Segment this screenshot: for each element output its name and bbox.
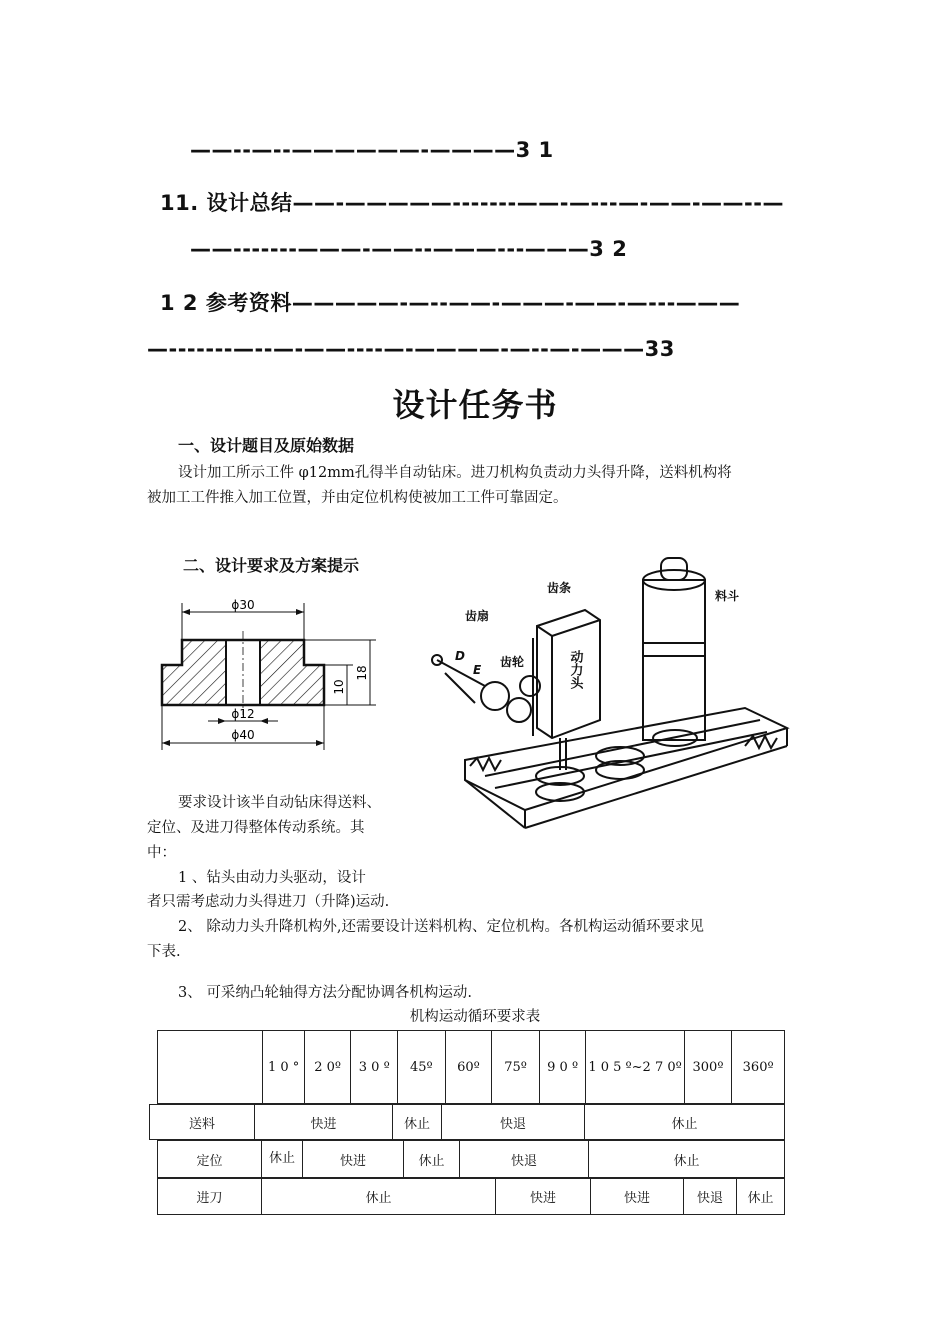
header-empty-cell	[158, 1031, 263, 1104]
row-drill-cell: 快进	[496, 1179, 591, 1215]
angle-90: 9 0 º	[539, 1031, 586, 1104]
row-locate-cell: 休止	[262, 1141, 303, 1178]
workpiece-drawing	[148, 595, 388, 760]
angle-105-270: 1 0 5 º~2 7 0º	[586, 1031, 684, 1104]
item3: 3、 可采纳凸轮轴得方法分配协调各机构运动.	[178, 985, 472, 1001]
row-locate-cell: 休止	[404, 1141, 460, 1178]
section2-heading: 二、设计要求及方案提示	[183, 556, 360, 575]
label-power-head: 动力头	[567, 650, 583, 689]
angle-10: 1 0 °	[263, 1031, 305, 1104]
dim-phi12: ϕ12	[231, 707, 255, 721]
row-feed-label: 送料	[150, 1105, 255, 1140]
row-drill-cell: 休止	[262, 1179, 496, 1215]
label-gear: 齿轮	[500, 655, 525, 669]
angle-45: 45º	[398, 1031, 446, 1104]
label-e: E	[473, 663, 482, 677]
toc-line-4: 1 2 参考资料—————-—--——-———-——-—---———	[160, 291, 741, 315]
section1-heading: 一、设计题目及原始数据	[178, 436, 355, 455]
cycle-table-row-drill	[157, 1178, 785, 1215]
section1-para-line1: 设计加工所示工件 φ12mm孔得半自动钻床。进刀机构负责动力头得升降，送料机构将	[178, 465, 732, 481]
item2-line2: 下表.	[147, 944, 181, 960]
toc-line-5: —-------—--—-——----—-————-—--—-———33	[147, 337, 675, 361]
drilling-machine-drawing	[415, 548, 795, 858]
document-title: 设计任务书	[392, 386, 558, 424]
row-feed-cell: 快进	[255, 1105, 393, 1140]
dim-phi30: ϕ30	[231, 598, 255, 612]
section2-intro-line3: 中：	[147, 845, 176, 861]
row-locate-cell: 快退	[460, 1141, 589, 1178]
label-d: D	[455, 649, 465, 663]
cycle-table-header	[157, 1030, 785, 1104]
row-drill-cell: 快退	[684, 1179, 737, 1215]
item2-line1: 2、 除动力头升降机构外,还需要设计送料机构、定位机构。各机构运动循环要求见	[178, 919, 704, 935]
dim-phi40: ϕ40	[231, 728, 255, 742]
cycle-table-row-locate	[157, 1140, 785, 1178]
toc-line-1: ——--—--——————-————3 1	[190, 138, 554, 162]
cycle-table-row-feed	[149, 1104, 785, 1140]
section2-intro-line2: 定位、及进刀得整体传动系统。其	[147, 820, 365, 836]
row-feed-cell: 休止	[393, 1105, 442, 1140]
item1-line1: 1 、钻头由动力头驱动，设计	[178, 870, 366, 886]
dim-18: 18	[355, 665, 369, 681]
row-locate-cell: 休止	[589, 1141, 785, 1178]
row-locate-cell: 快进	[303, 1141, 404, 1178]
item1-line2: 者只需考虑动力头得进刀（升降)运动.	[147, 894, 390, 910]
angle-360: 360º	[732, 1031, 785, 1104]
toc-line-2: 11. 设计总结——-—————-------——-—---—-——-——--—	[160, 191, 784, 215]
angle-20: 2 0º	[304, 1031, 351, 1104]
angle-60: 60º	[445, 1031, 492, 1104]
row-feed-cell: 休止	[585, 1105, 785, 1140]
section2-intro-line1: 要求设计该半自动钻床得送料、	[178, 795, 381, 811]
row-drill-label: 进刀	[158, 1179, 262, 1215]
row-drill-cell: 快进	[591, 1179, 684, 1215]
label-hopper: 料斗	[715, 589, 740, 603]
row-locate-label: 定位	[158, 1141, 262, 1178]
dim-10: 10	[332, 679, 346, 695]
angle-30: 3 0 º	[351, 1031, 398, 1104]
section1-para-line2: 被加工工件推入加工位置，并由定位机构使被加工工件可靠固定。	[147, 490, 568, 506]
label-rack: 齿条	[547, 581, 572, 595]
table-caption: 机构运动循环要求表	[409, 1009, 541, 1025]
row-feed-cell: 快退	[442, 1105, 585, 1140]
angle-300: 300º	[684, 1031, 732, 1104]
label-sector: 齿扇	[465, 609, 490, 623]
angle-75: 75º	[492, 1031, 540, 1104]
toc-line-3: ——-------———-——--———---———3 2	[190, 237, 628, 261]
row-drill-cell: 休止	[737, 1179, 785, 1215]
